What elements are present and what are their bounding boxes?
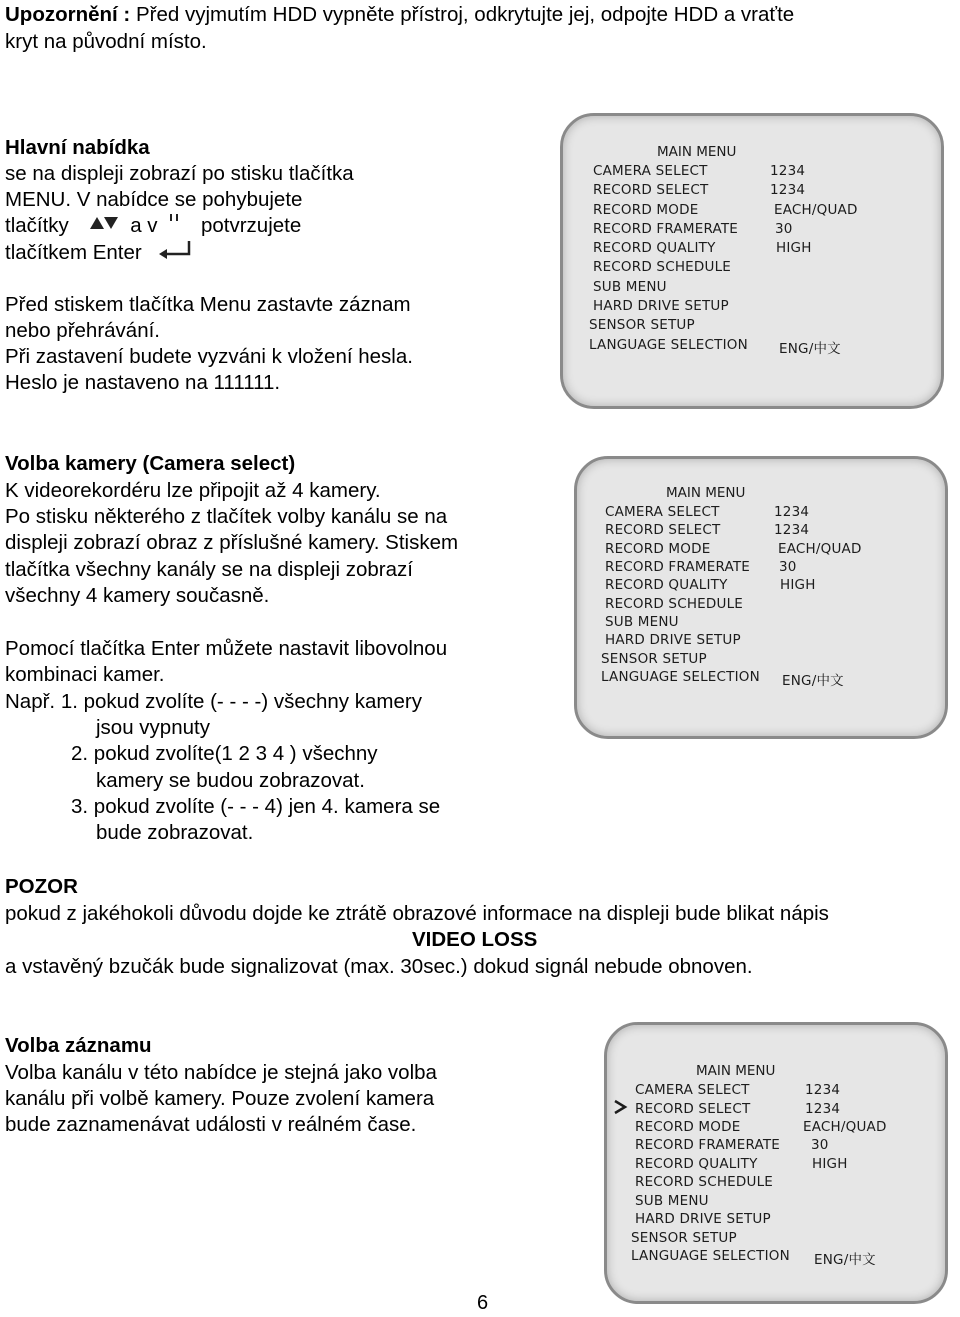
camera-select-line: všechny 4 kamery současně. <box>5 584 270 607</box>
camera-select-line: K videorekordéru lze připojit až 4 kamery. <box>5 479 381 502</box>
osd-item-label: LANGUAGE SELECTION <box>589 337 748 353</box>
camera-select-line: displeji zobrazí obraz z příslušné kamery. Stiskem <box>5 531 459 554</box>
osd-title: MAIN MENU <box>696 1063 776 1079</box>
warning-paragraph <box>5 2 794 29</box>
osd-item-value: 30 <box>779 559 797 575</box>
osd-item-label: RECORD QUALITY <box>635 1156 758 1172</box>
record-select-line: kanálu při volbě kamery. Pouze zvolení kamera <box>5 1087 435 1110</box>
osd-item-value: HIGH <box>812 1156 848 1172</box>
osd-item-label: RECORD FRAMERATE <box>593 221 739 237</box>
main-menu-para2-line2: nebo přehrávání. <box>5 319 161 342</box>
osd-item-label: LANGUAGE SELECTION <box>601 669 760 685</box>
osd-item-label: RECORD QUALITY <box>593 240 716 256</box>
camera-select-line: Po stisku některého z tlačítek volby kanálu se na <box>5 505 448 528</box>
pozor-line3: a vstavěný bzučák bude signalizovat (max. 30sec.) dokud signál nebude obnoven. <box>5 955 753 978</box>
osd-item-label: CAMERA SELECT <box>605 504 720 520</box>
osd-item-value: EACH/QUAD <box>803 1119 887 1135</box>
osd-main-menu-screenshot-3 <box>604 1022 948 1304</box>
main-menu-para2-line4: Heslo je nastaveno na 111111. <box>5 371 281 394</box>
main-menu-line2: MENU. V nabídce se pohybujete <box>5 188 303 211</box>
osd-item-value: HIGH <box>780 577 816 593</box>
osd-main-menu-screenshot-1 <box>560 113 944 409</box>
pozor-line1: pokud z jakéhokoli důvodu dojde ke ztrátě obrazové informace na displeji bude blikat nápis <box>5 902 829 925</box>
page-number: 6 <box>477 1292 489 1314</box>
warning-label: Upozornění : <box>5 3 131 26</box>
camera-select-para2: Pomocí tlačítka Enter můžete nastavit libovolnou <box>5 637 448 660</box>
main-menu-line3-b: a v <box>130 214 158 237</box>
osd-item-label: SUB MENU <box>635 1193 709 1209</box>
main-menu-line4 <box>5 239 193 269</box>
osd-item-value: EACH/QUAD <box>778 541 862 557</box>
pozor-video-loss: VIDEO LOSS <box>412 928 538 951</box>
osd-item-label: HARD DRIVE SETUP <box>635 1211 771 1227</box>
selection-pointer-icon <box>613 1099 629 1120</box>
record-select-heading: Volba záznamu <box>5 1034 152 1057</box>
main-menu-line4-text: tlačítkem Enter <box>5 241 142 265</box>
osd-item-value: 1234 <box>770 182 806 198</box>
osd-item-value: HIGH <box>776 240 812 256</box>
camera-select-heading: Volba kamery (Camera select) <box>5 452 296 475</box>
osd-item-label: RECORD MODE <box>605 541 711 557</box>
camera-select-para2: kombinaci kamer. <box>5 663 165 686</box>
up-down-arrows-icon <box>89 213 119 240</box>
osd-item-value: ENG/中文 <box>814 1252 876 1268</box>
osd-item-label: RECORD SELECT <box>605 522 721 538</box>
osd-item-label: RECORD FRAMERATE <box>605 559 751 575</box>
osd-item-value: EACH/QUAD <box>774 202 858 218</box>
osd-item-label: CAMERA SELECT <box>635 1082 750 1098</box>
main-menu-line3-a: tlačítky <box>5 214 69 237</box>
left-right-arrows-icon <box>167 213 185 240</box>
warning-text-line2: kryt na původní místo. <box>5 30 207 53</box>
osd-item-label: SENSOR SETUP <box>601 651 707 667</box>
osd-item-label: CAMERA SELECT <box>593 163 708 179</box>
osd-item-value: 1234 <box>774 504 810 520</box>
osd-title: MAIN MENU <box>666 485 746 501</box>
camera-select-example: bude zobrazovat. <box>96 821 254 844</box>
camera-select-example: 2. pokud zvolíte(1 2 3 4 ) všechny <box>71 742 378 765</box>
osd-item-value: 30 <box>775 221 793 237</box>
osd-item-label: SENSOR SETUP <box>589 317 695 333</box>
main-menu-heading: Hlavní nabídka <box>5 136 150 159</box>
osd-item-label: LANGUAGE SELECTION <box>631 1248 790 1264</box>
main-menu-line1: se na displeji zobrazí po stisku tlačítka <box>5 162 354 185</box>
main-menu-para2-line1: Před stiskem tlačítka Menu zastavte záznam <box>5 293 411 316</box>
osd-item-label: RECORD MODE <box>635 1119 741 1135</box>
osd-item-value: 1234 <box>805 1082 841 1098</box>
camera-select-example: 3. pokud zvolíte (- - - 4) jen 4. kamera se <box>71 795 441 818</box>
osd-item-value: 1234 <box>770 163 806 179</box>
pozor-heading: POZOR <box>5 875 78 898</box>
osd-item-label: RECORD SCHEDULE <box>605 596 744 612</box>
osd-item-label: HARD DRIVE SETUP <box>593 298 729 314</box>
camera-select-example: Např. 1. pokud zvolíte (- - - -) všechny kamery <box>5 690 422 713</box>
warning-text: Před vyjmutím HDD vypněte přístroj, odkrytujte jej, odpojte HDD a vraťte <box>130 3 795 26</box>
record-select-line: bude zaznamenávat události v reálném čase. <box>5 1113 417 1136</box>
camera-select-example: jsou vypnuty <box>96 716 210 739</box>
osd-item-value: 1234 <box>805 1101 841 1117</box>
osd-title: MAIN MENU <box>657 144 737 160</box>
main-menu-para2-line3: Při zastavení budete vyzváni k vložení hesla. <box>5 345 413 368</box>
main-menu-line3 <box>5 213 301 240</box>
osd-item-label: SENSOR SETUP <box>631 1230 737 1246</box>
osd-item-label: RECORD QUALITY <box>605 577 728 593</box>
enter-key-icon <box>157 239 193 269</box>
osd-item-label: SUB MENU <box>605 614 679 630</box>
osd-item-label: HARD DRIVE SETUP <box>605 632 741 648</box>
osd-item-label: RECORD SELECT <box>635 1101 751 1117</box>
osd-item-value: ENG/中文 <box>779 341 841 357</box>
camera-select-example: kamery se budou zobrazovat. <box>96 769 365 792</box>
osd-item-label: RECORD FRAMERATE <box>635 1137 781 1153</box>
record-select-line: Volba kanálu v této nabídce je stejná jako volba <box>5 1061 437 1084</box>
osd-main-menu-screenshot-2 <box>574 456 948 739</box>
osd-item-label: RECORD SCHEDULE <box>635 1174 774 1190</box>
osd-item-label: RECORD SELECT <box>593 182 709 198</box>
osd-item-label: RECORD MODE <box>593 202 699 218</box>
camera-select-line: tlačítka všechny kanály se na displeji zobrazí <box>5 558 413 581</box>
osd-item-value: 1234 <box>774 522 810 538</box>
osd-item-value: 30 <box>811 1137 829 1153</box>
main-menu-line3-c: potvrzujete <box>200 214 302 237</box>
osd-item-label: RECORD SCHEDULE <box>593 259 732 275</box>
osd-item-label: SUB MENU <box>593 279 667 295</box>
osd-item-value: ENG/中文 <box>782 673 844 689</box>
